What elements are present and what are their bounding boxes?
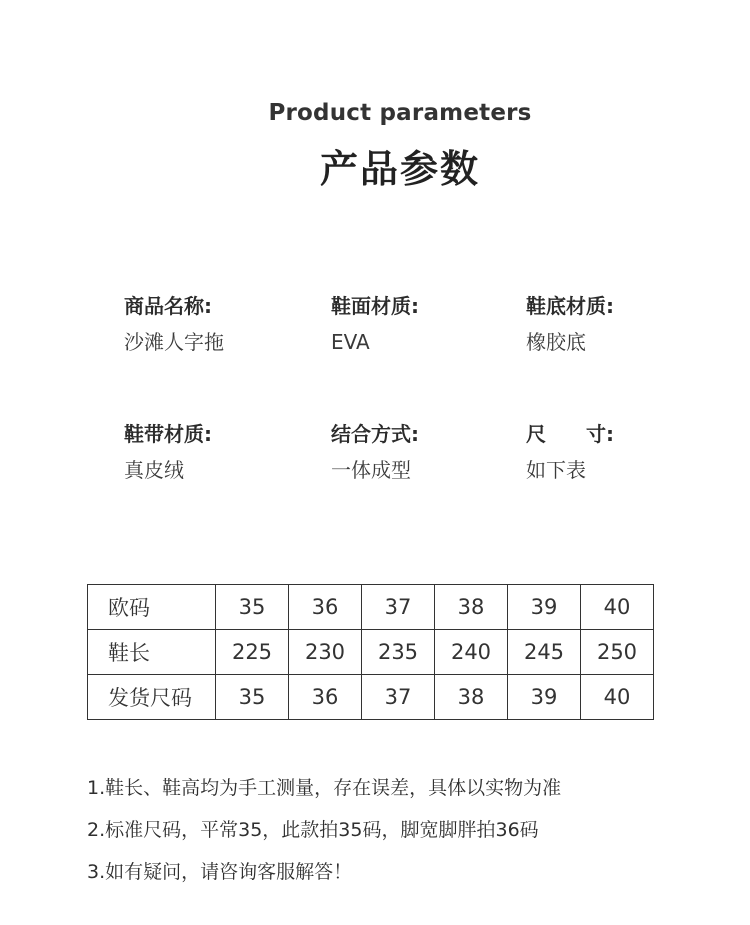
param-label: 鞋带材质:	[124, 422, 212, 446]
table-cell: 37	[362, 675, 435, 720]
row-header: 欧码	[88, 585, 216, 630]
param-construction	[331, 421, 531, 483]
param-upper-material	[331, 293, 531, 355]
param-label: 鞋面材质:	[331, 294, 419, 318]
table-cell: 245	[508, 630, 581, 675]
table-row-shipping-size	[88, 675, 654, 720]
param-size	[526, 421, 726, 483]
table-cell: 36	[289, 675, 362, 720]
table-cell: 250	[581, 630, 654, 675]
notes-section	[87, 773, 707, 899]
table-cell: 230	[289, 630, 362, 675]
table-cell: 40	[581, 585, 654, 630]
param-value: 如下表	[526, 458, 586, 482]
note-line: 3.如有疑问，请咨询客服解答！	[87, 861, 353, 883]
title-english: Product parameters	[268, 100, 532, 126]
table-cell: 40	[581, 675, 654, 720]
table-row-shoe-length	[88, 630, 654, 675]
table-cell: 39	[508, 585, 581, 630]
table-row-eu-size	[88, 585, 654, 630]
param-label: 商品名称:	[124, 294, 212, 318]
table-cell: 39	[508, 675, 581, 720]
param-value: EVA	[331, 330, 370, 354]
table-cell: 36	[289, 585, 362, 630]
param-value: 一体成型	[331, 458, 411, 482]
table-cell: 225	[216, 630, 289, 675]
param-value: 真皮绒	[124, 458, 184, 482]
param-label: 结合方式:	[331, 422, 419, 446]
size-table	[87, 584, 654, 720]
table-cell: 38	[435, 585, 508, 630]
note-line: 1.鞋长、鞋高均为手工测量，存在误差，具体以实物为准	[87, 777, 562, 799]
table-cell: 240	[435, 630, 508, 675]
title-chinese: 产品参数	[319, 147, 480, 191]
table-cell: 35	[216, 675, 289, 720]
param-label: 鞋底材质:	[526, 294, 614, 318]
param-sole-material	[526, 293, 726, 355]
table-cell: 38	[435, 675, 508, 720]
row-header: 发货尺码	[88, 675, 216, 720]
row-header: 鞋长	[88, 630, 216, 675]
param-value: 沙滩人字拖	[124, 330, 224, 354]
param-product-name	[124, 293, 324, 355]
table-cell: 235	[362, 630, 435, 675]
note-line: 2.标准尺码，平常35，此款拍35码，脚宽脚胖拍36码	[87, 819, 539, 841]
table-cell: 35	[216, 585, 289, 630]
param-label: 尺 寸:	[526, 422, 614, 446]
param-strap-material	[124, 421, 324, 483]
table-cell: 37	[362, 585, 435, 630]
param-value: 橡胶底	[526, 330, 586, 354]
